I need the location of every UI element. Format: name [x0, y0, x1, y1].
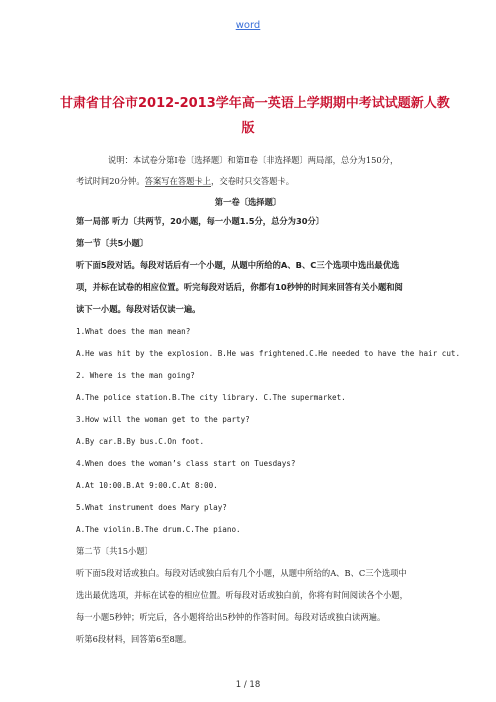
section-2-instructions-line-2: 选出最优选项，并标在试卷的相应位置。听每段对话或独白前，你将有时间阅读各个小题， [76, 590, 408, 600]
section-2-instructions-line-1: 听下面5段对话或独白。每段对话或独白后有几个小题，从题中所给的A、B、C三个选项中 [76, 568, 407, 578]
part-1-heading: 第一局部 听力〔共两节，20小题，每一小题1.5分，总分为30分〕 [76, 216, 325, 226]
question-3-options: A.By car.B.By bus.C.On foot. [76, 437, 205, 446]
question-1-options: A.He was hit by the explosion. B.He was frightened.C.He needed to have the hair cut. [76, 349, 461, 358]
question-5-options: A.The violin.B.The drum.C.The piano. [76, 525, 241, 534]
volume-1-heading: 第一卷〔选择题〕 [214, 197, 282, 207]
section-1-instructions-line-3: 读下一小题。每段对话仅读一遍。 [76, 304, 201, 314]
question-2-options: A.The police station.B.The city library. C.The supermarket. [76, 393, 346, 402]
header-word-link[interactable]: word [235, 20, 261, 31]
page-number: 1 / 18 [235, 680, 261, 690]
document-title-line-1: 甘肃省甘谷市2012-2013学年高一英语上学期期中考试试题新人教 [60, 96, 450, 111]
question-1: 1.What does the man mean? [76, 327, 191, 336]
intro-answer-note: 答案写在答题卡上 [144, 176, 212, 186]
question-2: 2. Where is the man going? [76, 371, 195, 380]
intro-submit-note: ，交卷时只交答题卡。 [211, 176, 295, 186]
question-5: 5.What instrument does Mary play? [76, 503, 227, 512]
question-3: 3.How will the woman get to the party? [76, 415, 250, 424]
section-2-instructions-line-3: 每一小题5秒钟；听完后，各小题将给出5秒钟的作答时间。每段对话或独白读两遍。 [76, 612, 386, 622]
document-title-line-2: 版 [241, 121, 255, 136]
section-2-instructions-line-4: 听第6段材料，回答第6至8题。 [76, 634, 192, 644]
intro-time: 考试时间20分钟。 [76, 176, 145, 186]
section-1-heading: 第一节〔共5小题〕 [76, 238, 149, 248]
intro-line-2 [76, 176, 294, 187]
intro-line-1: 说明：本试卷分第Ⅰ卷〔选择题〕和第Ⅱ卷〔非选择题〕两局部，总分为150分， [108, 155, 399, 165]
section-1-instructions-line-2: 项，并标在试卷的相应位置。听完每段对话后，你都有10秒钟的时间来回答有关小题和阅 [76, 282, 403, 292]
section-2-heading: 第二节〔共15小题〕 [76, 546, 153, 556]
section-1-instructions-line-1: 听下面5段对话。每段对话后有一个小题，从题中所给的A、B、C三个选项中选出最优选 [76, 260, 400, 270]
question-4: 4.When does the woman’s class start on Tuesdays? [76, 459, 296, 468]
question-4-options: A.At 10:00.B.At 9:00.C.At 8:00. [76, 481, 218, 490]
